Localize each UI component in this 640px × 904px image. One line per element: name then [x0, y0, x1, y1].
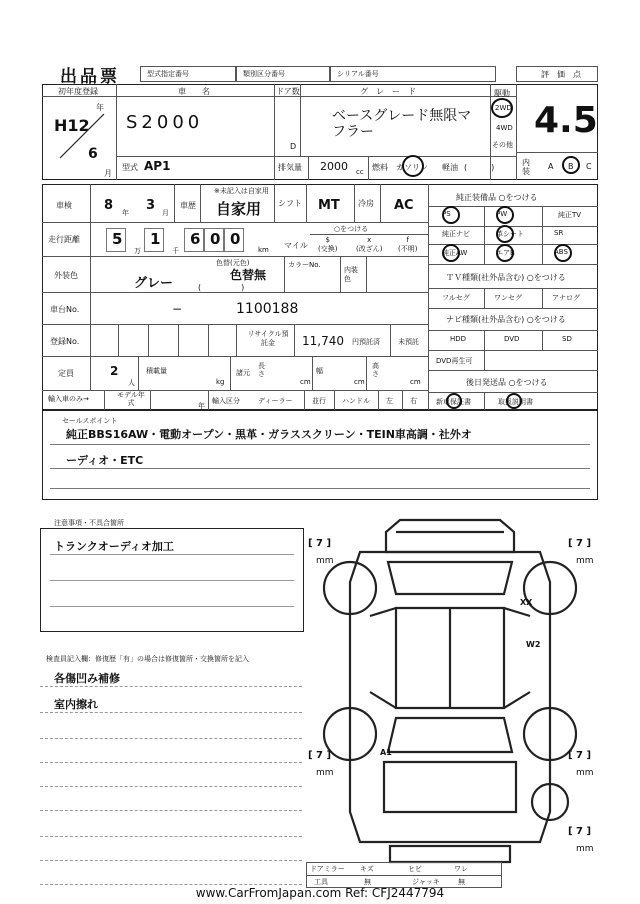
- grade-value: ベースグレード無限マフラー: [332, 108, 472, 140]
- later-option-1: 取扱説明書: [498, 398, 533, 406]
- meter-exchange: $ (交換): [318, 236, 338, 253]
- mileage-digit-box: [204, 228, 224, 252]
- later-option-0: 新車保証書: [436, 398, 471, 406]
- later-label: 後日発送品 ○をつける: [466, 378, 548, 387]
- load-unit: kg: [216, 378, 225, 386]
- tire-depth-unit: mm: [576, 556, 594, 566]
- handle-right: 右: [410, 397, 417, 405]
- fuel-label: 燃料: [372, 163, 388, 172]
- color-change-value: 色替無: [230, 268, 267, 282]
- option-row2-0: 純正ナビ: [442, 230, 470, 238]
- option-row2-1: 革シート: [496, 230, 524, 238]
- drive-2wd-circle: [491, 98, 513, 118]
- fuel-light-oil: 軽油: [442, 163, 458, 172]
- meter-modified: x (改ざん): [356, 236, 383, 253]
- option-circle: [442, 244, 460, 262]
- color-change-label: 色替(元色): [216, 259, 250, 267]
- mileage-digit-box: [184, 228, 204, 252]
- mileage-man: 万: [134, 247, 141, 255]
- cc-unit: cc: [356, 168, 364, 176]
- tire-depth-3: [ 7 ]: [568, 750, 592, 761]
- tire-depth-unit: mm: [316, 556, 334, 566]
- mark-w2: W2: [526, 640, 541, 649]
- mileage-label: 走行距離: [48, 235, 80, 244]
- sales-line2: ーディオ・ETC: [66, 454, 144, 467]
- score-value: 4.5: [534, 100, 598, 141]
- import-dealer: ディーラー: [258, 397, 293, 405]
- mark-xx: XX: [520, 598, 533, 607]
- mileage-digit-box: [224, 228, 244, 252]
- model-label: 型式: [122, 163, 138, 172]
- navi-option-1: DVD: [504, 335, 520, 343]
- length-label: 長さ: [258, 362, 265, 378]
- option-row1-0: PS: [442, 210, 451, 218]
- inspector-line1: 各傷凹み補修: [54, 672, 120, 685]
- interior-color-label: 内装色: [344, 266, 358, 283]
- inspection-label: 車検: [56, 201, 72, 210]
- date-slash: [56, 112, 106, 162]
- grade-label: グ レ ー ド: [360, 87, 416, 96]
- navi-option-2: SD: [562, 335, 572, 343]
- model-value: AP1: [144, 159, 171, 173]
- legend-header-1: キズ: [360, 865, 374, 873]
- mileage-digit: 6: [190, 230, 201, 248]
- recycle-unpaid: 未預託: [398, 338, 419, 346]
- import-label: 輸入車のみ→: [48, 395, 89, 403]
- first-reg-month: 6: [88, 146, 98, 162]
- option-circle: [496, 225, 514, 243]
- fuel-paren: ( ): [464, 163, 495, 172]
- reg-no-label: 登録No.: [50, 337, 80, 346]
- option-circle: [496, 244, 514, 262]
- option-circle: [554, 244, 572, 262]
- genuine-label: 純正装備品 ○をつける: [456, 193, 538, 202]
- chassis-dash: −: [172, 302, 183, 316]
- mileage-digit-box: [144, 228, 164, 252]
- doors-label: ドア数: [276, 87, 300, 96]
- recycle-label: リサイクル預託金: [247, 330, 289, 347]
- class-label: 類別区分番号: [243, 70, 285, 78]
- car-name-label: 車 名: [178, 87, 210, 96]
- usage-value: 自家用: [216, 200, 262, 218]
- score-label: 評 価 点: [541, 70, 581, 79]
- height-cm: cm: [410, 378, 421, 386]
- shift-value: MT: [318, 198, 340, 213]
- height-label: 高さ: [372, 362, 379, 378]
- sales-label: セールスポイント: [62, 417, 118, 425]
- interior-c: C: [586, 162, 592, 171]
- fuel-gasoline: ガソリン: [396, 163, 428, 172]
- color-value: グレー: [134, 276, 174, 291]
- recycle-paid: 円預託済: [352, 338, 380, 346]
- option-row3-0: 純正AW: [442, 249, 468, 257]
- legend-header-3: ワレ: [454, 865, 468, 873]
- month-unit: 月: [104, 169, 112, 178]
- header-score-cell: [516, 66, 598, 82]
- tv-option-1: ワンセグ: [494, 294, 522, 302]
- ac-label: 冷房: [358, 199, 374, 208]
- inspection-month-unit: 月: [162, 209, 169, 217]
- inspection-year-unit: 年: [122, 209, 129, 217]
- mileage-digit: 0: [210, 230, 221, 248]
- model-cert-label: 型式指定番号: [147, 70, 189, 78]
- tire-depth-0: [ 7 ]: [308, 538, 332, 549]
- usage-label: 車歴: [180, 201, 196, 210]
- mileage-digit: 5: [112, 230, 123, 248]
- page-title: 出品票: [60, 67, 120, 87]
- tire-depth-unit: mm: [576, 768, 594, 778]
- drive-4wd: 4WD: [496, 124, 513, 132]
- mileage-digit-box: [106, 228, 126, 252]
- interior-label: 内装: [522, 158, 530, 176]
- tire-depth-unit: mm: [316, 768, 334, 778]
- handle-left: 左: [386, 397, 393, 405]
- mark-a1: A1: [380, 748, 392, 757]
- legend-row-0: 工具: [314, 878, 328, 886]
- mileage-sen: 千: [172, 247, 179, 255]
- notes-label: 注意事項・不具合箇所: [54, 519, 124, 527]
- doors-code: D: [290, 142, 297, 151]
- interior-b: B: [568, 162, 574, 171]
- import-parallel: 並行: [312, 397, 326, 405]
- tv-label: ＴＶ種類(社外品含む) ○をつける: [446, 273, 566, 282]
- length-cm: cm: [300, 378, 311, 386]
- meter-circle-note: ○をつける: [334, 225, 369, 233]
- inspector-line2: 室内擦れ: [54, 698, 98, 711]
- header-model-cert-cell: [140, 66, 236, 82]
- model-year-unit: 年: [198, 402, 205, 410]
- chassis-value: 1100188: [236, 301, 299, 317]
- color-label: 外装色: [54, 271, 78, 280]
- option-circle: [442, 206, 460, 224]
- later-circle: [506, 393, 522, 409]
- drive-2wd: 2WD: [495, 104, 512, 112]
- capacity-unit: 人: [128, 379, 135, 387]
- recycle-value: 11,740: [302, 334, 344, 348]
- color-no-label: カラーNo.: [288, 261, 321, 269]
- legend-row-3: 無: [458, 878, 465, 886]
- fuel-gasoline-circle: [402, 155, 424, 177]
- chassis-label: 車台No.: [50, 305, 80, 314]
- notes-line1: トランクオーディオ加工: [54, 540, 174, 553]
- width-label: 幅: [316, 367, 323, 375]
- inspection-month: 3: [146, 198, 156, 213]
- later-circle: [446, 393, 462, 409]
- capacity-value: 2: [110, 364, 119, 378]
- dvd-label: DVD再生可: [436, 357, 473, 365]
- dims-label: 諸元: [236, 369, 250, 377]
- year-unit: 年: [96, 103, 104, 112]
- model-year-label: モデル年式: [117, 391, 145, 407]
- legend-header-0: ドアミラー: [310, 865, 345, 873]
- option-row1-1: PW: [496, 210, 508, 218]
- shift-label: シフト: [278, 199, 302, 208]
- displacement-label: 排気量: [278, 163, 302, 172]
- ac-value: AC: [394, 198, 414, 213]
- mileage-km: km: [258, 246, 269, 254]
- displacement-value: 2000: [320, 160, 348, 173]
- mileage-digit: 0: [230, 230, 241, 248]
- option-row3-1: エアB: [496, 249, 515, 257]
- legend-row-2: ジャッキ: [412, 878, 440, 886]
- load-label: 積載量: [146, 367, 167, 375]
- option-circle: [496, 206, 514, 224]
- first-reg-year: H12: [54, 116, 90, 135]
- inspection-year: 8: [104, 198, 114, 213]
- option-row3-2: ABS: [554, 248, 568, 256]
- mileage-digit: 1: [150, 230, 161, 248]
- tv-option-0: フルセグ: [442, 294, 470, 302]
- footer-watermark: www.CarFromJapan.com Ref: CFJ2447794: [195, 886, 445, 900]
- drive-label: 駆動: [494, 89, 510, 98]
- meter-unknown: f (不明): [398, 236, 418, 253]
- tire-depth-2: [ 7 ]: [308, 750, 332, 761]
- legend-row-1: 無: [364, 878, 371, 886]
- interior-a: A: [548, 162, 554, 171]
- mile-label: マイル: [284, 241, 308, 250]
- legend-header-2: ヒビ: [408, 865, 422, 873]
- usage-note: ※未記入は自家用: [214, 187, 269, 195]
- tire-depth-4: [ 7 ]: [568, 826, 592, 837]
- inspector-label: 検査員記入欄：修復歴「有」の場合は修復箇所・交換箇所を記入: [46, 655, 249, 663]
- tv-option-2: アナログ: [552, 294, 580, 302]
- sales-line1: 純正BBS16AW・電動オープン・黒革・ガラススクリーン・TEIN車高調・社外オ: [66, 428, 472, 441]
- import-class-label: 輸入区分: [212, 397, 240, 405]
- tire-depth-unit: mm: [576, 844, 594, 854]
- navi-label: ナビ種類(社外品含む) ○をつける: [446, 315, 566, 324]
- interior-b-circle: [562, 156, 580, 174]
- car-diagram: [300, 512, 600, 880]
- first-reg-label: 初年度登録: [58, 87, 98, 96]
- option-row2-2: SR: [554, 229, 564, 237]
- color-change-paren: ( ): [198, 283, 245, 292]
- tire-depth-1: [ 7 ]: [568, 538, 592, 549]
- header-class-cell: [236, 66, 330, 82]
- drive-other: その他: [492, 141, 513, 149]
- serial-label: シリアル番号: [337, 70, 379, 78]
- header-serial-cell: [330, 66, 496, 82]
- width-cm: cm: [354, 378, 365, 386]
- option-row1-2: 純正TV: [558, 211, 582, 219]
- car-name: S2000: [126, 112, 204, 133]
- navi-option-0: HDD: [450, 335, 467, 343]
- handle-label: ハンドル: [342, 397, 370, 405]
- capacity-label: 定員: [58, 369, 74, 378]
